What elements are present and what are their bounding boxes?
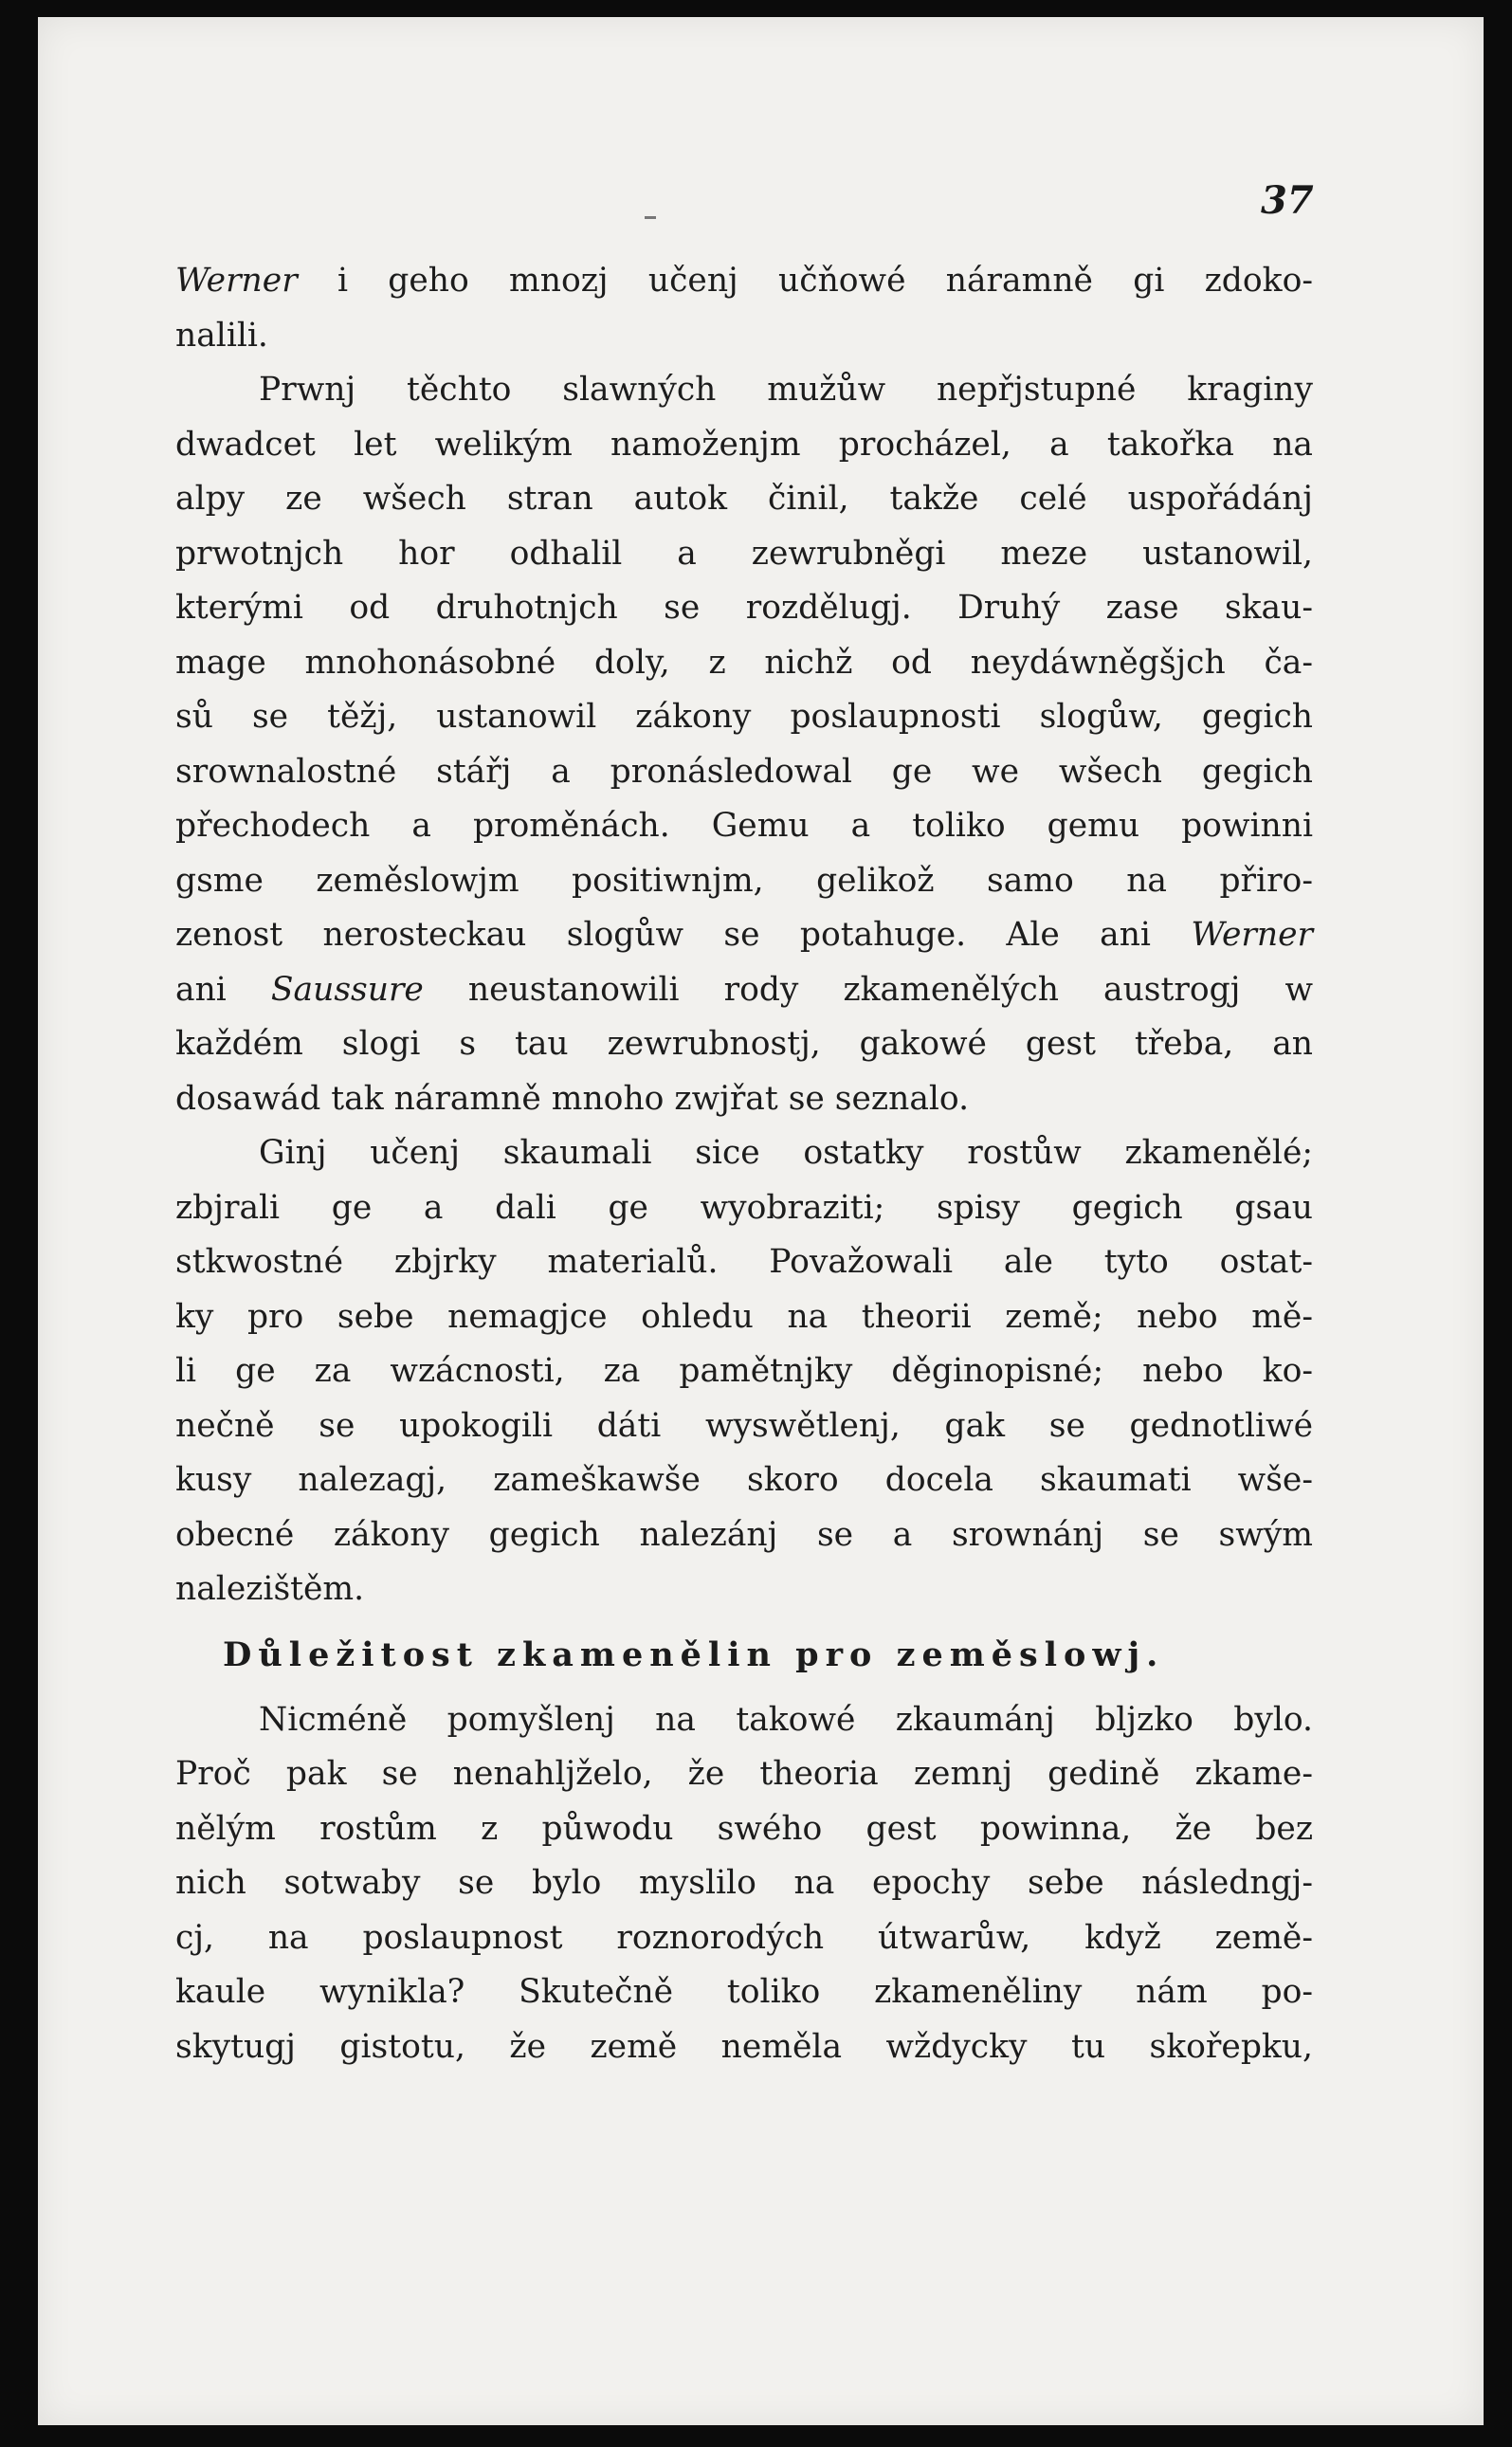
text-line: skytugj gistotu, že země neměla wždycky tu skořepku, bbox=[175, 2027, 1313, 2066]
proper-name: Saussure bbox=[270, 970, 424, 1009]
text-line: dwadcet let welikým namoženjm procházel, a takořka na bbox=[175, 425, 1313, 464]
text-line: alpy ze wšech stran autok činil, takže celé uspořádánj bbox=[175, 480, 1313, 518]
text-line: cj, na poslaupnost roznorodých útwarůw, když země- bbox=[175, 1918, 1313, 1957]
text-line: ky pro sebe nemagjce ohledu na theorii země; nebo mě- bbox=[175, 1297, 1313, 1336]
text-line: nich sotwaby se bylo myslilo na epochy sebe následngj- bbox=[175, 1864, 1313, 1902]
proper-name: Werner bbox=[1191, 916, 1313, 954]
text-line: ani Saussure neustanowili rody zkamenělých austrogj w bbox=[175, 970, 1314, 1009]
book-page bbox=[38, 17, 1484, 2425]
text-line: li ge za wzácnosti, za pamětnjky děginopisné; nebo ko- bbox=[175, 1352, 1313, 1390]
page-number: 37 bbox=[1261, 178, 1314, 223]
text-line: srownalostné stářj a pronásledowal ge we wšech gegich bbox=[175, 752, 1313, 791]
text-line: dosawád tak náramně mnoho zwjřat se seznalo. bbox=[175, 1079, 970, 1118]
text-line: obecné zákony gegich nalezánj se a srownánj se swým bbox=[175, 1515, 1313, 1554]
text-line: gsme zeměslowjm positiwnjm, gelikož samo na přiro- bbox=[175, 861, 1313, 900]
print-mark bbox=[645, 216, 656, 219]
text-line: nalezištěm. bbox=[175, 1570, 365, 1608]
section-heading: Důležitost zkamenělin pro zeměslowj. bbox=[223, 1634, 1165, 1674]
text-line: prwotnjch hor odhalil a zewrubněgi meze ustanowil, bbox=[175, 534, 1313, 573]
text-line: kaule wynikla? Skutečně toliko zkameněliny nám po- bbox=[175, 1973, 1313, 2011]
text-line: Prwnj těchto slawných mužůw nepřjstupné kraginy bbox=[259, 371, 1313, 409]
text-line: Werner i geho mnozj učenj učňowé náramně gi zdoko- bbox=[175, 262, 1313, 300]
proper-name: Werner bbox=[175, 262, 298, 300]
text-line: Nicméně pomyšlenj na takowé zkaumánj bljzko bylo. bbox=[259, 1700, 1313, 1739]
text-line: zbjrali ge a dali ge wyobraziti; spisy gegich gsau bbox=[175, 1188, 1313, 1227]
text-line: nečně se upokogili dáti wyswětlenj, gak se gednotliwé bbox=[175, 1406, 1313, 1445]
text-line: nalili. bbox=[175, 316, 268, 355]
text-line: Ginj učenj skaumali sice ostatky rostůw zkamenělé; bbox=[259, 1134, 1313, 1172]
text-line: každém slogi s tau zewrubnostj, gakowé gest třeba, an bbox=[175, 1025, 1313, 1063]
text-line: zenost nerosteckau slogůw se potahuge. Ale ani Werner bbox=[175, 916, 1313, 954]
text-line: přechodech a proměnách. Gemu a toliko gemu powinni bbox=[175, 807, 1313, 845]
text-line: sů se těžj, ustanowil zákony poslaupnosti slogůw, gegich bbox=[175, 698, 1313, 736]
text-line: kterými od druhotnjch se rozdělugj. Druhý zase skau- bbox=[175, 589, 1313, 627]
text-line: Proč pak se nenahljželo, že theoria zemnj gedině zkame- bbox=[175, 1755, 1313, 1793]
text-line: kusy nalezagj, zameškawše skoro docela skaumati wše- bbox=[175, 1461, 1313, 1499]
body-text bbox=[175, 254, 1313, 2074]
text-line: stkwostné zbjrky materialů. Považowali ale tyto ostat- bbox=[175, 1243, 1313, 1281]
text-line: mage mnohonásobné doly, z nichž od neydáwněgšjch ča- bbox=[175, 643, 1313, 682]
text-line: nělým rostům z půwodu swého gest powinna, že bez bbox=[175, 1809, 1313, 1848]
